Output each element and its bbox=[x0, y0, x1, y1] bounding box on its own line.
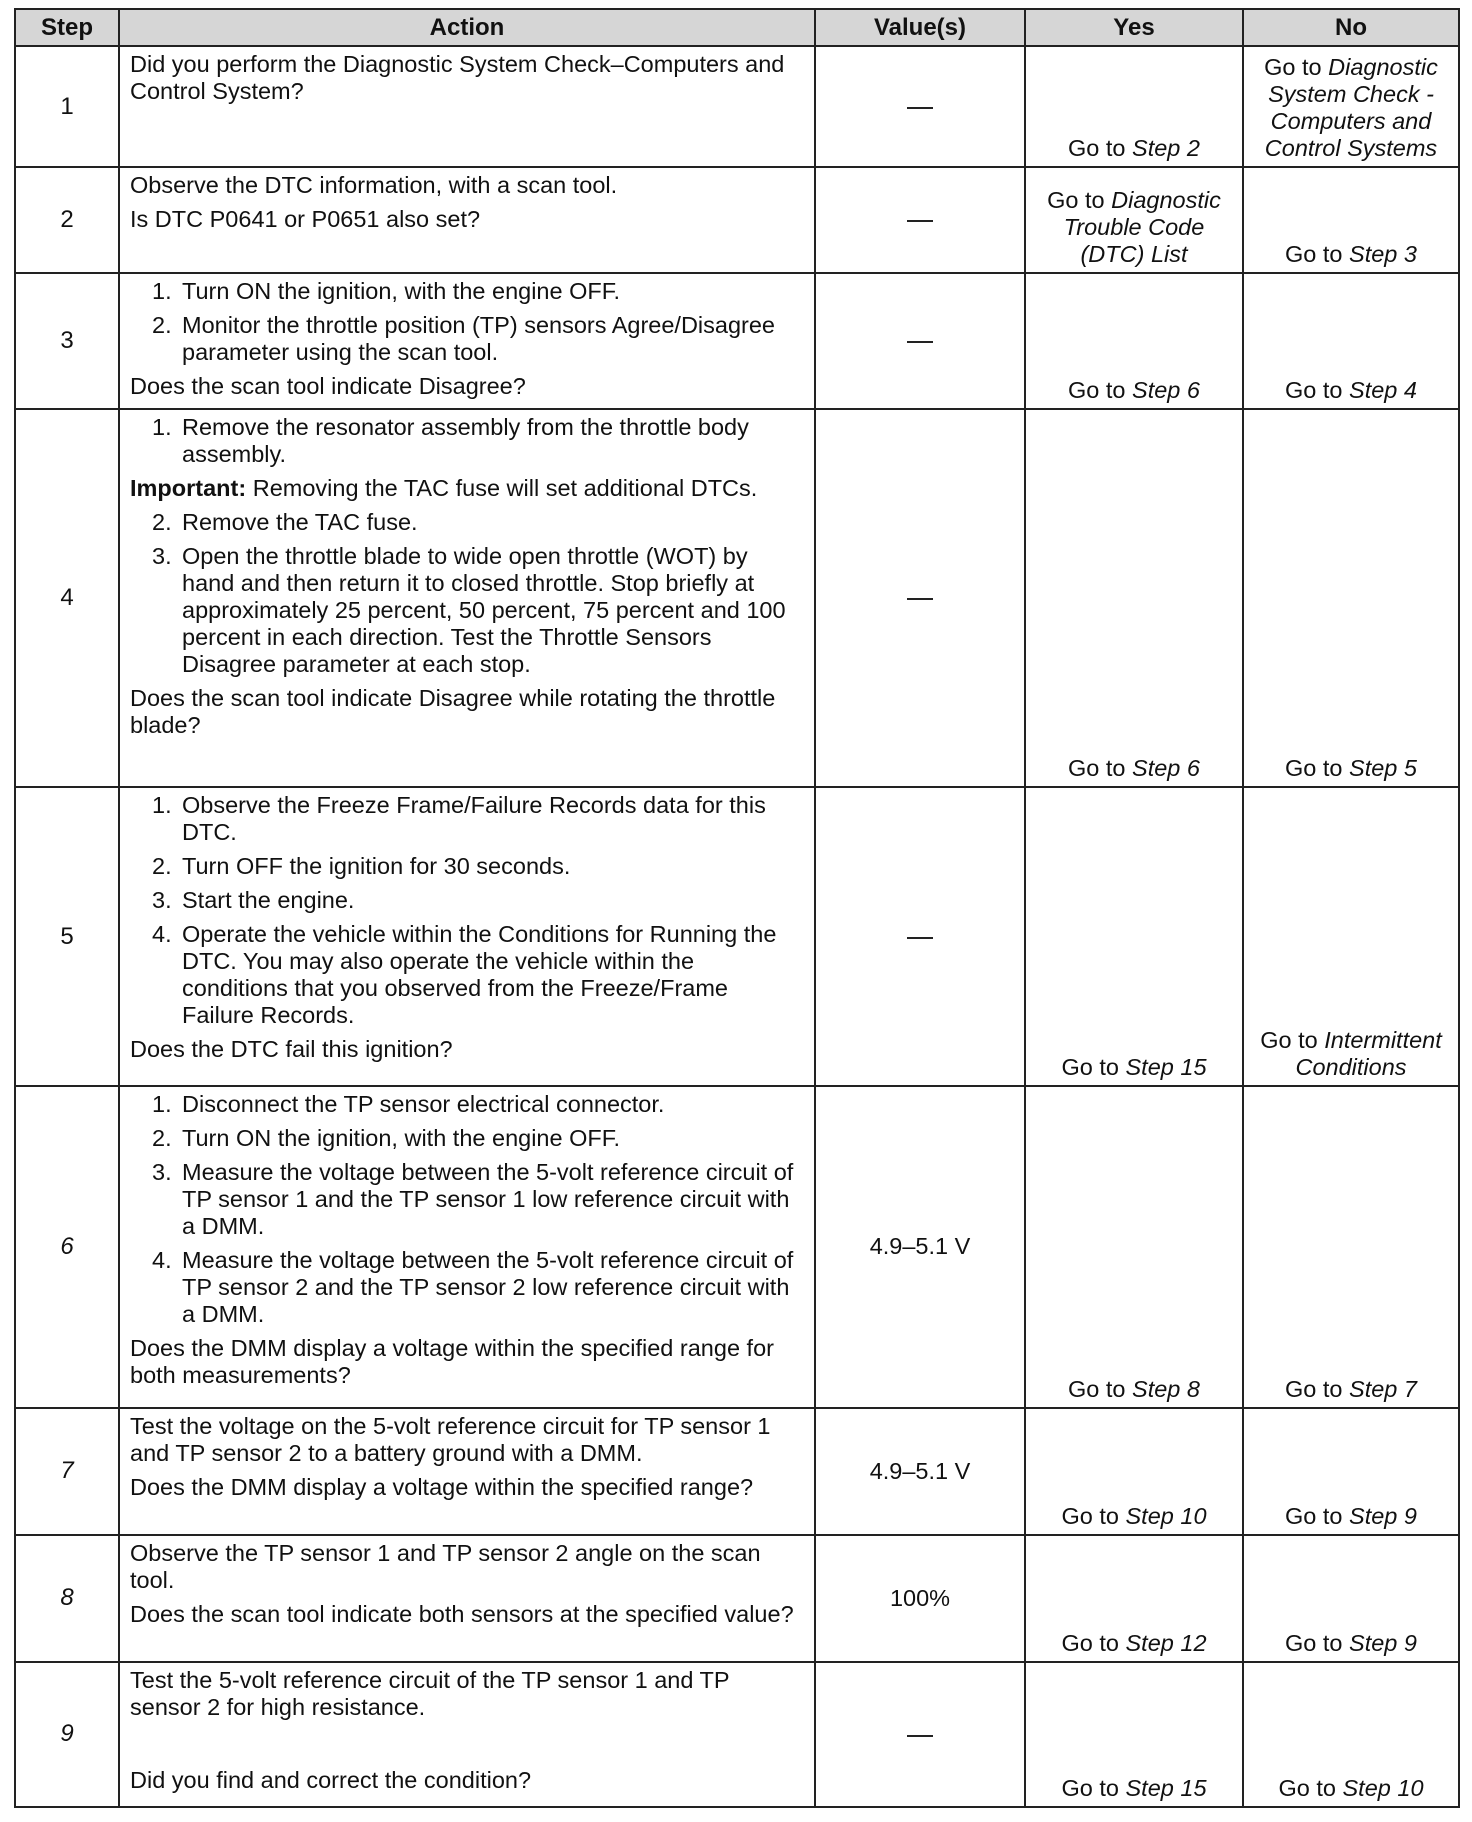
no-cell bbox=[1243, 1535, 1459, 1662]
action-cell bbox=[119, 409, 815, 788]
item-number: 2. bbox=[152, 312, 172, 339]
yes-link[interactable]: Step 12 bbox=[1125, 1629, 1207, 1656]
no-link[interactable]: Step 9 bbox=[1349, 1629, 1417, 1656]
item-number: 1. bbox=[152, 413, 172, 440]
item-text: Operate the vehicle within the Conditions for Running the DTC. You may also operate the vehicle within the conditions that you observed from the Freeze/Frame Failure Records. bbox=[182, 921, 777, 1029]
list-item bbox=[130, 887, 804, 914]
action-question: Does the DMM display a voltage within the specified range for both measurements? bbox=[130, 1335, 774, 1389]
no-link[interactable]: Step 9 bbox=[1349, 1502, 1417, 1529]
table-row bbox=[15, 787, 1459, 1086]
value-cell: 100% bbox=[815, 1535, 1025, 1662]
action-text: Observe the TP sensor 1 and TP sensor 2 angle on the scan tool. bbox=[130, 1539, 761, 1593]
goto-prefix: Go to bbox=[1068, 1375, 1126, 1402]
yes-link[interactable]: Step 15 bbox=[1125, 1054, 1207, 1081]
value-cell bbox=[815, 167, 1025, 273]
goto-prefix: Go to bbox=[1278, 1774, 1336, 1801]
item-text: Monitor the throttle position (TP) sensors Agree/Disagree parameter using the scan tool. bbox=[182, 312, 775, 366]
goto-prefix: Go to bbox=[1285, 376, 1343, 403]
item-text: Turn OFF the ignition for 30 seconds. bbox=[182, 853, 571, 880]
value-dash bbox=[907, 937, 933, 939]
action-cell bbox=[119, 1535, 815, 1662]
list-item bbox=[130, 312, 804, 366]
yes-cell bbox=[1025, 787, 1243, 1086]
action-question: Does the DTC fail this ignition? bbox=[130, 1036, 453, 1063]
action-question: Did you find and correct the condition? bbox=[130, 1766, 532, 1793]
no-cell bbox=[1243, 409, 1459, 788]
goto-prefix: Go to bbox=[1061, 1774, 1119, 1801]
no-cell bbox=[1243, 46, 1459, 167]
diagnostic-table bbox=[14, 8, 1460, 1808]
action-cell bbox=[119, 1086, 815, 1407]
item-number: 3. bbox=[152, 887, 172, 914]
value-dash bbox=[907, 220, 933, 222]
yes-link[interactable]: Step 6 bbox=[1132, 376, 1200, 403]
value-dash bbox=[907, 598, 933, 600]
table-row bbox=[15, 1662, 1459, 1807]
goto-prefix: Go to bbox=[1285, 1629, 1343, 1656]
action-question: Does the scan tool indicate Disagree? bbox=[130, 373, 526, 400]
item-text: Remove the TAC fuse. bbox=[182, 508, 418, 535]
item-text: Observe the Freeze Frame/Failure Records data for this DTC. bbox=[182, 792, 766, 846]
yes-link[interactable]: Step 10 bbox=[1125, 1502, 1207, 1529]
yes-cell bbox=[1025, 1662, 1243, 1807]
step-number: 1 bbox=[15, 46, 119, 167]
yes-link[interactable]: Step 2 bbox=[1132, 134, 1200, 161]
yes-link[interactable]: Step 8 bbox=[1132, 1375, 1200, 1402]
action-list bbox=[130, 509, 804, 678]
list-item bbox=[130, 543, 804, 678]
item-number: 4. bbox=[152, 921, 172, 948]
yes-cell bbox=[1025, 409, 1243, 788]
item-text: Remove the resonator assembly from the throttle body assembly. bbox=[182, 413, 749, 467]
yes-link[interactable]: Step 15 bbox=[1125, 1774, 1207, 1801]
action-cell bbox=[119, 273, 815, 408]
goto-prefix: Go to bbox=[1061, 1502, 1119, 1529]
item-number: 2. bbox=[152, 508, 172, 535]
value-cell bbox=[815, 787, 1025, 1086]
list-item bbox=[130, 792, 804, 846]
no-cell bbox=[1243, 167, 1459, 273]
item-number: 3. bbox=[152, 542, 172, 569]
no-cell bbox=[1243, 1086, 1459, 1407]
important-label: Important: bbox=[130, 474, 247, 501]
step-number: 2 bbox=[15, 167, 119, 273]
yes-link[interactable]: Diagnostic Trouble Code (DTC) List bbox=[1063, 187, 1221, 268]
action-list bbox=[130, 278, 804, 366]
important-note bbox=[130, 475, 804, 502]
goto-prefix: Go to bbox=[1285, 1375, 1343, 1402]
item-number: 4. bbox=[152, 1247, 172, 1274]
goto-prefix: Go to bbox=[1264, 53, 1322, 80]
action-cell bbox=[119, 787, 815, 1086]
action-question: Does the DMM display a voltage within the specified range? bbox=[130, 1473, 754, 1500]
no-link[interactable]: Step 5 bbox=[1349, 755, 1417, 782]
no-link[interactable]: Diagnostic System Check - Computers and Control Systems bbox=[1264, 53, 1438, 161]
item-text: Start the engine. bbox=[182, 887, 355, 914]
value-dash bbox=[907, 1735, 933, 1737]
item-number: 3. bbox=[152, 1159, 172, 1186]
goto-prefix: Go to bbox=[1061, 1629, 1119, 1656]
item-text: Turn ON the ignition, with the engine OFF. bbox=[182, 278, 621, 305]
yes-cell bbox=[1025, 273, 1243, 408]
value-dash bbox=[907, 341, 933, 343]
no-link[interactable]: Step 10 bbox=[1342, 1774, 1424, 1801]
item-text: Open the throttle blade to wide open throttle (WOT) by hand and then return it to closed throttle. Stop briefly at approximately 25 percent, 50 percent, 75 percent and 100 percent in each direction. Test the Throttle Sensors Disagree parameter at each stop. bbox=[182, 542, 786, 677]
header-value: Value(s) bbox=[815, 9, 1025, 46]
yes-cell bbox=[1025, 167, 1243, 273]
yes-cell bbox=[1025, 1408, 1243, 1535]
list-item bbox=[130, 1091, 804, 1118]
table-row bbox=[15, 167, 1459, 273]
item-text: Measure the voltage between the 5-volt reference circuit of TP sensor 2 and the TP sensor 2 low reference circuit with a DMM. bbox=[182, 1247, 794, 1328]
item-text: Measure the voltage between the 5-volt reference circuit of TP sensor 1 and the TP sensor 1 low reference circuit with a DMM. bbox=[182, 1159, 794, 1240]
action-question: Does the scan tool indicate Disagree while rotating the throttle blade? bbox=[130, 684, 776, 738]
goto-prefix: Go to bbox=[1068, 376, 1126, 403]
value-cell bbox=[815, 409, 1025, 788]
goto-prefix: Go to bbox=[1068, 134, 1126, 161]
goto-prefix: Go to bbox=[1285, 755, 1343, 782]
yes-cell bbox=[1025, 1535, 1243, 1662]
no-cell bbox=[1243, 787, 1459, 1086]
table-row bbox=[15, 1086, 1459, 1407]
value-cell bbox=[815, 1662, 1025, 1807]
goto-prefix: Go to bbox=[1285, 1502, 1343, 1529]
goto-prefix: Go to bbox=[1260, 1027, 1318, 1054]
value-dash bbox=[907, 107, 933, 109]
no-cell bbox=[1243, 273, 1459, 408]
action-cell bbox=[119, 167, 815, 273]
goto-prefix: Go to bbox=[1047, 187, 1105, 214]
action-list bbox=[130, 792, 804, 1029]
action-text: Test the 5-volt reference circuit of the TP sensor 1 and TP sensor 2 for high resistance. bbox=[130, 1666, 730, 1720]
no-cell bbox=[1243, 1408, 1459, 1535]
list-item bbox=[130, 278, 804, 305]
step-number: 7 bbox=[15, 1408, 119, 1535]
value-cell: 4.9–5.1 V bbox=[815, 1408, 1025, 1535]
header-action: Action bbox=[119, 9, 815, 46]
header-step: Step bbox=[15, 9, 119, 46]
list-item bbox=[130, 1247, 804, 1328]
step-number: 4 bbox=[15, 409, 119, 788]
item-number: 2. bbox=[152, 1125, 172, 1152]
list-item bbox=[130, 1159, 804, 1240]
no-link[interactable]: Step 4 bbox=[1349, 376, 1417, 403]
action-text: Observe the DTC information, with a scan tool. bbox=[130, 171, 618, 198]
list-item bbox=[130, 414, 804, 468]
step-number: 9 bbox=[15, 1662, 119, 1807]
yes-link[interactable]: Step 6 bbox=[1132, 755, 1200, 782]
value-cell: 4.9–5.1 V bbox=[815, 1086, 1025, 1407]
no-link[interactable]: Intermittent Conditions bbox=[1295, 1027, 1442, 1081]
step-number: 3 bbox=[15, 273, 119, 408]
action-list bbox=[130, 1091, 804, 1328]
yes-cell bbox=[1025, 1086, 1243, 1407]
goto-prefix: Go to bbox=[1068, 755, 1126, 782]
important-text: Removing the TAC fuse will set additional DTCs. bbox=[252, 474, 758, 501]
table-row bbox=[15, 46, 1459, 167]
action-cell bbox=[119, 1408, 815, 1535]
step-number: 6 bbox=[15, 1086, 119, 1407]
action-question: Does the scan tool indicate both sensors at the specified value? bbox=[130, 1600, 794, 1627]
value-cell bbox=[815, 273, 1025, 408]
no-cell bbox=[1243, 1662, 1459, 1807]
list-item bbox=[130, 853, 804, 880]
item-number: 1. bbox=[152, 278, 172, 305]
action-cell bbox=[119, 46, 815, 167]
table-row bbox=[15, 409, 1459, 788]
step-number: 5 bbox=[15, 787, 119, 1086]
header-row bbox=[15, 9, 1459, 46]
table-row bbox=[15, 1408, 1459, 1535]
item-number: 2. bbox=[152, 853, 172, 880]
goto-prefix: Go to bbox=[1285, 241, 1343, 268]
action-text: Test the voltage on the 5-volt reference circuit for TP sensor 1 and TP sensor 2 to a battery ground with a DMM. bbox=[130, 1412, 771, 1466]
value-cell bbox=[815, 46, 1025, 167]
action-cell bbox=[119, 1662, 815, 1807]
header-yes: Yes bbox=[1025, 9, 1243, 46]
table-row bbox=[15, 1535, 1459, 1662]
item-number: 1. bbox=[152, 1091, 172, 1118]
step-number: 8 bbox=[15, 1535, 119, 1662]
no-link[interactable]: Step 3 bbox=[1349, 241, 1417, 268]
yes-cell bbox=[1025, 46, 1243, 167]
action-text: Did you perform the Diagnostic System Check–Computers and Control System? bbox=[130, 51, 785, 105]
goto-prefix: Go to bbox=[1061, 1054, 1119, 1081]
action-list bbox=[130, 414, 804, 468]
list-item bbox=[130, 921, 804, 1029]
list-item bbox=[130, 1125, 804, 1152]
no-link[interactable]: Step 7 bbox=[1349, 1375, 1417, 1402]
item-text: Disconnect the TP sensor electrical connector. bbox=[182, 1091, 665, 1118]
table-row bbox=[15, 273, 1459, 408]
item-text: Turn ON the ignition, with the engine OFF. bbox=[182, 1125, 621, 1152]
item-number: 1. bbox=[152, 792, 172, 819]
action-question: Is DTC P0641 or P0651 also set? bbox=[130, 205, 481, 232]
list-item bbox=[130, 509, 804, 536]
header-no: No bbox=[1243, 9, 1459, 46]
